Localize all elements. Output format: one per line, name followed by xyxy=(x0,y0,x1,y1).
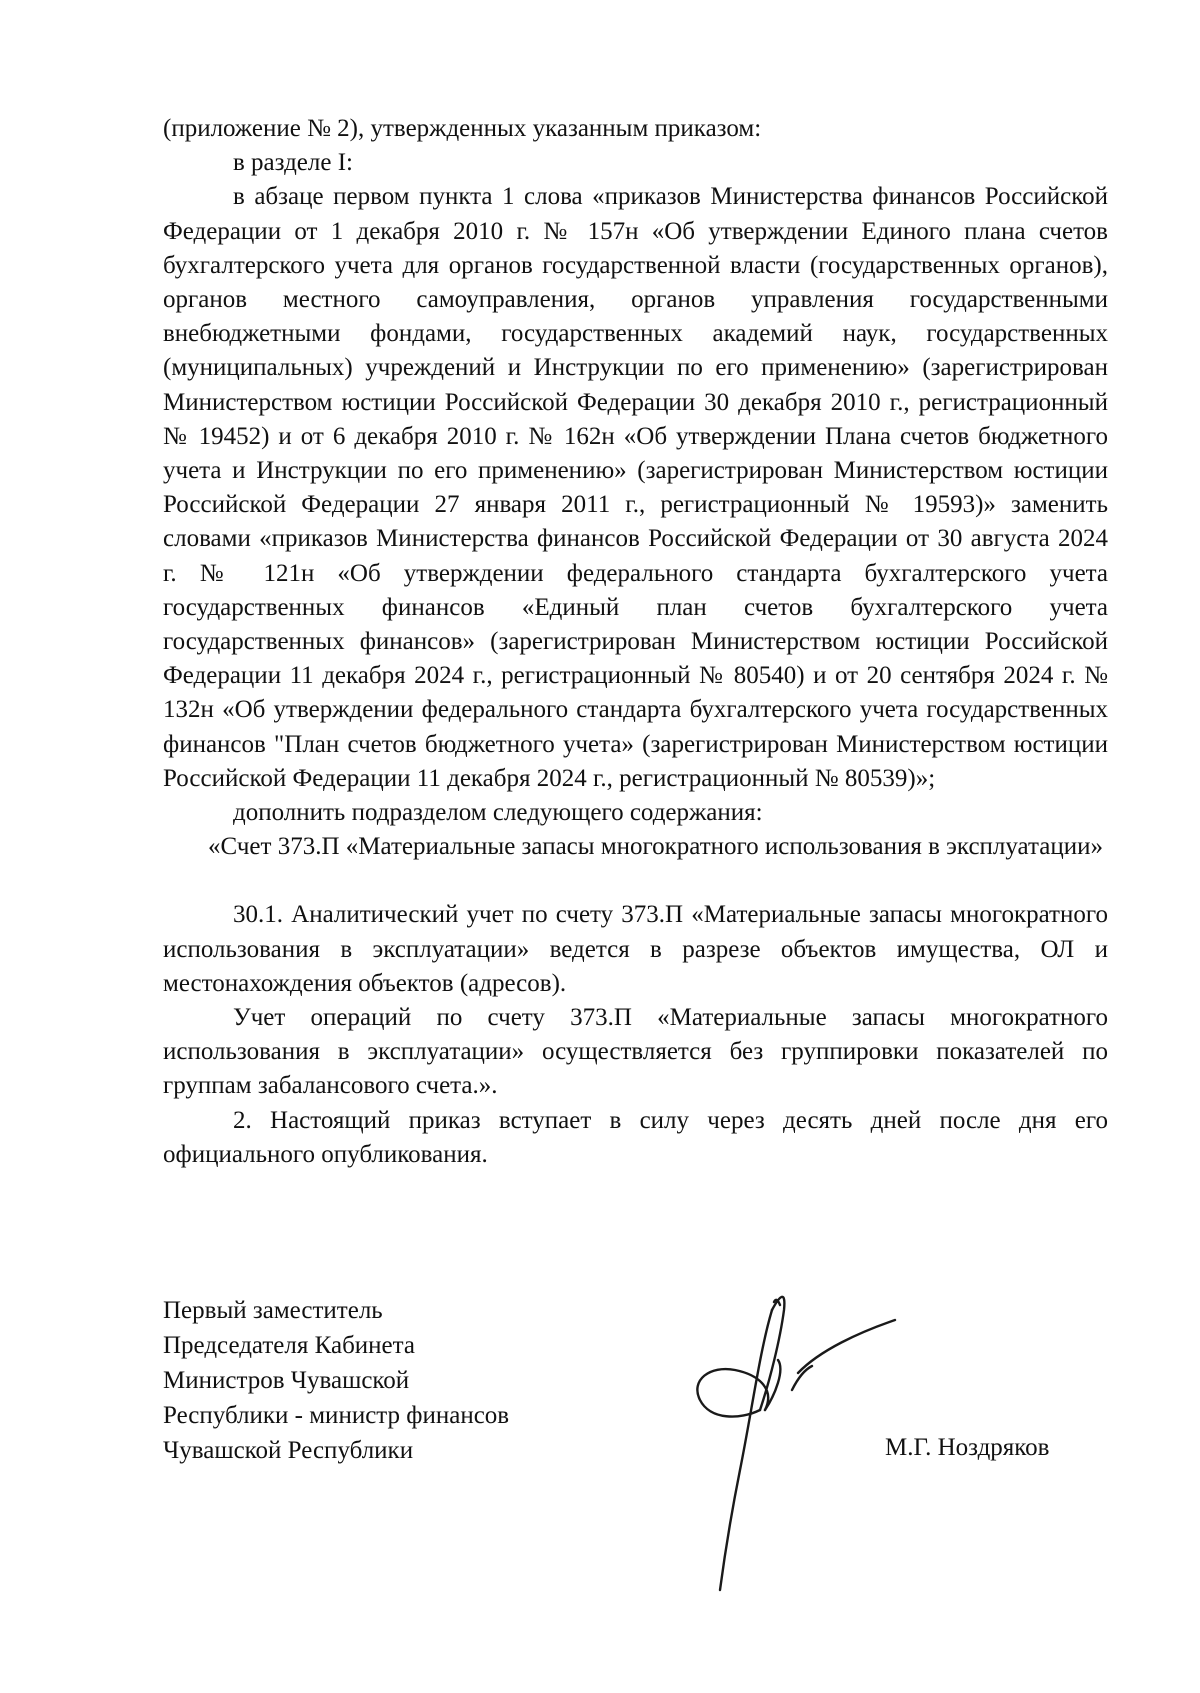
document-body xyxy=(163,112,1108,1172)
signatory-title-line: Председателя Кабинета xyxy=(163,1332,415,1359)
paragraph-effective-date: 2. Настоящий приказ вступает в силу через десять дней после дня его официального опубликования. xyxy=(163,1106,1108,1168)
signatory-title xyxy=(163,1293,509,1468)
signatory-title-line: Первый заместитель xyxy=(163,1297,383,1324)
paragraph-section-ref: в разделе I: xyxy=(233,149,353,177)
signatory-name: М.Г. Ноздряков xyxy=(885,1434,1050,1461)
signatory-title-line: Министров Чувашской xyxy=(163,1367,410,1394)
subsection-heading: «Счет 373.П «Материальные запасы многократного использования в эксплуатации» xyxy=(208,833,1103,861)
signatory-title-line: Чувашской Республики xyxy=(163,1437,414,1464)
paragraph-operations-accounting: Учет операций по счету 373.П «Материальные запасы многократного использования в эксплуатации» осуществляется без группировки показателей по группам забалансового счета.». xyxy=(163,1004,1108,1100)
paragraph-addition-intro: дополнить подразделом следующего содержания: xyxy=(233,799,763,827)
blank-line xyxy=(163,864,1108,898)
paragraph-replacement: в абзаце первом пункта 1 слова «приказов Министерства финансов Российской Федерации от 1 декабря 2010 г. № 157н «Об утверждении Единого плана счетов бухгалтерского учета для органов государственной власти (государственных органов), органов местного самоуправления, органов управления государственными внебюджетными фондами, государственных академий наук, государственных (муниципальных) учреждений и Инструкции по его применению» (зарегистрирован Министерством юстиции Российской Федерации 30 декабря 2010 г., регистрационный № 19452) и от 6 декабря 2010 г. № 162н «Об утверждении Плана счетов бюджетного учета и Инструкции по его применению» (зарегистрирован Министерством юстиции Российской Федерации 27 января 2011 г., регистрационный № 19593)» заменить словами «приказов Министерства финансов Российской Федерации от 30 августа 2024 г. № 121н «Об утверждении федерального стандарта бухгалтерского учета государственных финансов «Единый план счетов бухгалтерского учета государственных финансов» (зарегистрирован Министерством юстиции Российской Федерации 11 декабря 2024 г., регистрационный № 80540) и от 20 сентября 2024 г. № 132н «Об утверждении федерального стандарта бухгалтерского учета государственных финансов "План счетов бюджетного учета» (зарегистрирован Министерством юстиции Российской Федерации 11 декабря 2024 г., регистрационный № 80539)»; xyxy=(163,183,1108,792)
handwritten-signature xyxy=(680,1270,910,1600)
paragraph-appendix-ref: (приложение № 2), утвержденных указанным приказом: xyxy=(163,115,762,142)
signatory-title-line: Республики - министр финансов xyxy=(163,1402,510,1429)
paragraph-analytic-accounting: 30.1. Аналитический учет по счету 373.П «Материальные запасы многократного использования в эксплуатации» ведется в разрезе объектов имущества, ОЛ и местонахождения объектов (адресов). xyxy=(163,901,1108,997)
